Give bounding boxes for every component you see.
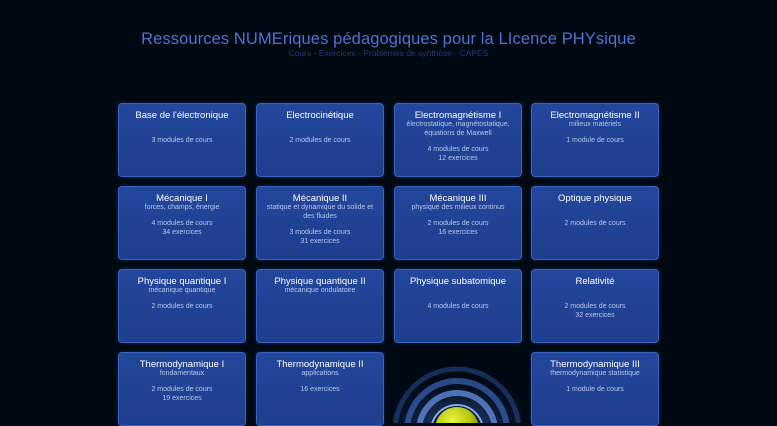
- course-subtitle: mécanique quantique: [148, 287, 216, 294]
- course-info: 2 modules de cours: [564, 220, 626, 227]
- course-info: 2 modules de cours: [289, 137, 351, 144]
- course-card-electromagnetisme-1[interactable]: [394, 103, 522, 177]
- course-subtitle: forces, champs, énergie: [144, 204, 220, 211]
- target-circles-icon: [393, 353, 521, 423]
- course-card-relativite[interactable]: [531, 269, 659, 343]
- course-info-exercises: 16 exercices: [438, 228, 478, 236]
- course-name: Mécanique II: [292, 193, 348, 204]
- course-info: 2 modules de cours: [151, 386, 213, 393]
- course-name: Mécanique III: [429, 193, 487, 204]
- course-name: Physique quantique I: [137, 276, 227, 287]
- course-card-electrocinetique[interactable]: [256, 103, 384, 177]
- course-subtitle: mécanique ondulatoire: [284, 287, 356, 294]
- course-info: 16 exercices: [300, 386, 340, 393]
- course-card-thermodynamique-2[interactable]: [256, 352, 384, 426]
- course-card-optique-physique[interactable]: [531, 186, 659, 260]
- course-subtitle: applications: [301, 370, 339, 377]
- course-subtitle: fondamentaux: [159, 370, 205, 377]
- course-card-base-electronique[interactable]: [118, 103, 246, 177]
- course-card-thermodynamique-3[interactable]: [531, 352, 659, 426]
- course-info-exercises: 32 exercices: [575, 311, 615, 319]
- course-name: Physique subatomique: [409, 276, 507, 287]
- course-info-exercises: 19 exercices: [162, 394, 202, 402]
- course-name: Thermodynamique III: [550, 359, 640, 370]
- course-card-mecanique-1[interactable]: [118, 186, 246, 260]
- course-subtitle: statique et dynamique du solide et des fluides: [266, 204, 374, 220]
- course-name: Base de l'électronique: [135, 110, 229, 121]
- page-subtitle: Cours - Exercices - Problèmes de synthèse - CAPES: [288, 48, 489, 58]
- course-name: Physique quantique II: [274, 276, 366, 287]
- course-info: 3 modules de cours: [151, 137, 213, 144]
- course-subtitle: milieux matériels: [568, 121, 622, 128]
- course-name: Electromagnétisme I: [414, 110, 502, 121]
- course-info-exercises: 34 exercices: [162, 228, 202, 236]
- course-name: Optique physique: [558, 193, 632, 204]
- course-card-physique-quantique-1[interactable]: [118, 269, 246, 343]
- course-info: 4 modules de cours: [427, 303, 489, 310]
- course-info: 4 modules de cours: [151, 220, 213, 227]
- course-card-mecanique-2[interactable]: [256, 186, 384, 260]
- course-info: 2 modules de cours: [564, 303, 626, 310]
- course-subtitle: thermodynamique statistique: [550, 370, 640, 377]
- course-name: Thermodynamique II: [276, 359, 364, 370]
- course-info-exercises: 31 exercices: [300, 237, 340, 245]
- course-info: 4 modules de cours: [427, 146, 489, 153]
- course-card-mecanique-3[interactable]: [394, 186, 522, 260]
- course-info: 3 modules de cours: [289, 229, 351, 236]
- course-subtitle: physique des milieux continus: [411, 204, 505, 211]
- course-card-physique-subatomique[interactable]: [394, 269, 522, 343]
- page-header: [0, 30, 777, 58]
- course-info: 2 modules de cours: [151, 303, 213, 310]
- course-name: Thermodynamique I: [139, 359, 225, 370]
- course-info: 2 modules de cours: [427, 220, 489, 227]
- course-name: Electrocinétique: [286, 110, 354, 121]
- course-card-thermodynamique-1[interactable]: [118, 352, 246, 426]
- page-title: Ressources NUMEriques pédagogiques pour la LIcence PHYsique: [141, 30, 636, 48]
- course-card-electromagnetisme-2[interactable]: [531, 103, 659, 177]
- course-subtitle: électrostatique, magnétostatique, équations de Maxwell: [406, 121, 510, 137]
- course-name: Electromagnétisme II: [550, 110, 640, 121]
- course-name: Mécanique I: [156, 193, 208, 204]
- course-name: Relativité: [575, 276, 615, 287]
- course-info: 1 module de cours: [566, 386, 624, 393]
- course-info: 1 module de cours: [566, 137, 624, 144]
- course-info-exercises: 12 exercices: [438, 154, 478, 162]
- course-card-physique-quantique-2[interactable]: [256, 269, 384, 343]
